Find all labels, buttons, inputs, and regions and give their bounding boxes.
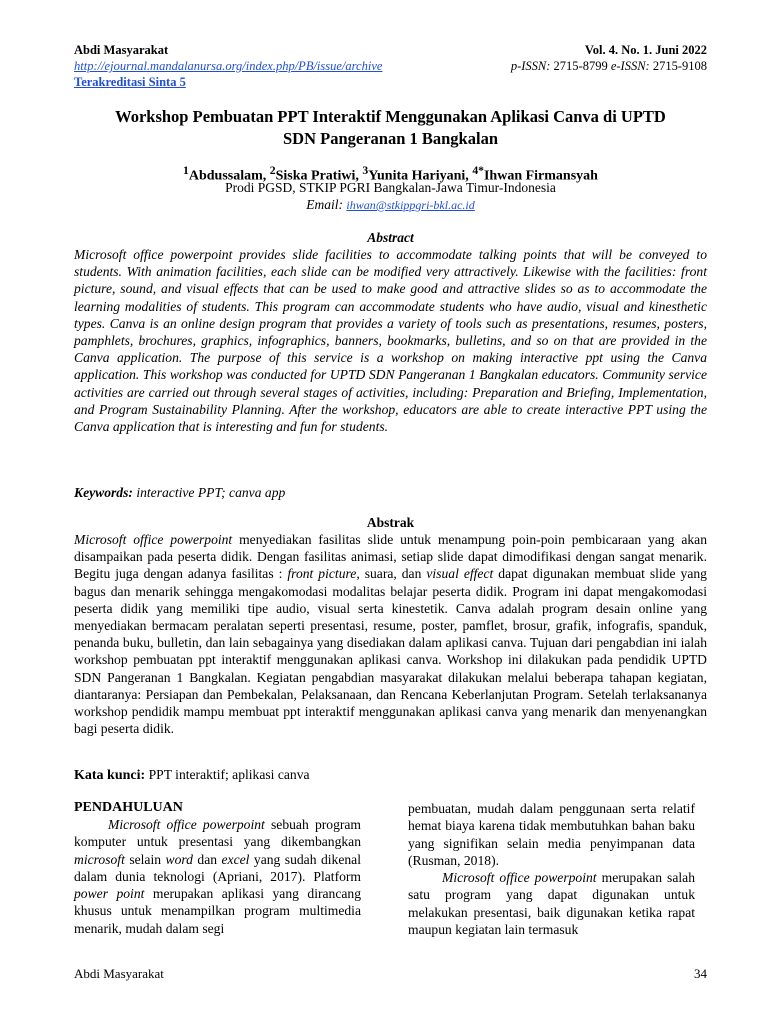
- email-label: Email:: [306, 197, 343, 212]
- volume-info: Vol. 4. No. 1. Juni 2022: [584, 43, 707, 57]
- kata-kunci-text: PPT interaktif; aplikasi canva: [148, 767, 310, 782]
- abstrak-text-1: menyediakan fasilitas slide untuk menampung poin-poin pembicaraan yang akan disampaikan pada peserta didik. Dengan fasilitas animasi, setiap slide dapat dimodifikasi dengan sangat menarik. Begitu juga dengan adanya fasilitas :: [74, 532, 707, 582]
- intro-paragraph-1: [74, 816, 361, 937]
- author-1-index: 1: [183, 164, 189, 177]
- keywords-line: [74, 484, 707, 501]
- author-4-index: 4*: [472, 164, 484, 177]
- eissn-value: 2715-9108: [652, 59, 707, 73]
- issn-info: [511, 58, 707, 74]
- title-line-1: Workshop Pembuatan PPT Interaktif Menggunakan Aplikasi Canva di UPTD: [115, 107, 666, 126]
- keywords-text: interactive PPT; canva app: [136, 485, 286, 500]
- pissn-value: 2715-8799: [553, 59, 608, 73]
- accreditation-link[interactable]: Terakreditasi Sinta 5: [74, 75, 186, 89]
- intro-italic-2: microsoft: [74, 851, 125, 867]
- intro-italic-3: word: [165, 851, 193, 867]
- intro-text-2: selain: [124, 851, 166, 867]
- journal-name: Abdi Masyarakat: [74, 43, 169, 57]
- abstrak-heading: Abstrak: [366, 515, 415, 530]
- intro-text-5: merupakan aplikasi yang dirancang khusus untuk menampilkan program multimedia menarik, mudah dalam segi: [74, 886, 361, 936]
- author-3-index: 3: [362, 164, 369, 177]
- intro-right-column: [408, 800, 695, 938]
- intro-left-column: [74, 799, 361, 937]
- author-2: Siska Pratiwi,: [275, 168, 363, 184]
- paper-title: [74, 106, 707, 150]
- abstract-body: Microsoft office powerpoint provides slide facilities to accommodate talking points that will be conveyed to students. With animation facilities, each slide can be modified very attractively. Likewise with the facilities: front picture, sound, and visual effects that can be used to make good and attractive slides so as to accommodate the learning modalities of students. This program can accommodate students who have audio, visual and kinesthetic types. Canva is an online design program that provides a variety of tools such as presentations, resumes, posters, pamphlets, brochures, graphics, infographics, banners, bookmarks, bulletins, and so on that are provided in the Canva application. The purpose of this service is a workshop on making interactive ppt using the Canva application. This workshop was conducted for UPTD SDN Pangeranan 1 Bangkalan educators. Community service activities are carried out through several stages of activities, including: Preparation and Briefing, Implementation, and Program Sustainability Planning. After the workshop, educators are able to create interactive PPT using the Canva application that is interesting and fun for students.: [74, 247, 707, 435]
- abstrak-text-2: , suara, dan: [356, 566, 427, 582]
- intro-heading: PENDAHULUAN: [74, 800, 183, 815]
- abstract-heading: Abstract: [367, 230, 414, 245]
- abstrak-italic-3: visual effect: [426, 566, 494, 582]
- page-number: 34: [694, 966, 707, 981]
- abstrak-italic-2: front picture: [287, 566, 357, 582]
- page-footer: [74, 966, 707, 982]
- abstrak-text-3: dapat digunakan membuat slide yang bagus dan menarik sehingga mengakomodasi modalitas belajar peserta didik. Program ini dapat mengakomodasi peserta didik yang memiliki tipe audio, visual serta kinestetik. Canva adalah program desain online yang menyediakan bermacam peralatan seperti presentasi, resume, poster, pamflet, brosur, grafik, infografis, spanduk, penanda buku, bulletin, dan lain sebagainya yang disediakan dalam aplikasi canva. Tujuan dari pengabdian ini ialah workshop pembuatan ppt interaktif menggunakan aplikasi canva. Workshop ini dilakukan pada pendidik UPTD SDN Pangeranan 1 Bangkalan. Kegiatan pengabdian masyarakat dilakukan melalui beberapa tahapan kegiatan, diantaranya: Persiapan dan Pembekalan, Pelaksanaan, dan Rencana Keberlanjutan Program. Setelah terlaksananya workshop pendidik mampu membuat ppt interaktif menggunakan aplikasi canva yang menarik dan menyenangkan bagi peserta didik.: [74, 566, 707, 737]
- abstrak-italic-1: Microsoft office powerpoint: [74, 532, 233, 547]
- intro-italic-1: Microsoft office powerpoint: [108, 817, 265, 832]
- email-line: [74, 196, 707, 214]
- author-1: Abdussalam,: [188, 168, 270, 184]
- affiliation: Prodi PGSD, STKIP PGRI Bangkalan-Jawa Timur-Indonesia: [225, 180, 556, 195]
- intro-italic-5: power point: [74, 886, 145, 902]
- author-2-index: 2: [269, 164, 276, 177]
- intro-text-1: sebuah program komputer untuk presentasi yang dikembangkan: [74, 817, 361, 850]
- kata-kunci-label: Kata kunci:: [74, 768, 146, 783]
- intro-paragraph-1-cont: pembuatan, mudah dalam penggunaan serta relatif hemat biaya karena tidak membutuhkan bahan baku yang signifikan selain media penyimpanan data (Rusman, 2018).: [408, 801, 695, 868]
- email-link[interactable]: ihwan@stkippgri-bkl.ac.id: [346, 198, 475, 212]
- title-line-2: SDN Pangeranan 1 Bangkalan: [282, 129, 498, 148]
- pissn-label: p-ISSN:: [510, 59, 551, 73]
- intro-right-italic: Microsoft office powerpoint: [442, 870, 597, 886]
- keywords-label: Keywords:: [74, 485, 133, 500]
- author-3: Yunita Hariyani,: [368, 168, 473, 184]
- footer-journal: Abdi Masyarakat: [74, 966, 164, 981]
- eissn-label: e-ISSN:: [610, 59, 650, 73]
- kata-kunci-line: [74, 766, 707, 784]
- intro-text-3: dan: [192, 851, 222, 867]
- intro-text-4: yang sudah dikenal dalam dunia teknologi (Apriani, 2017). Platform: [74, 851, 361, 884]
- intro-italic-4: excel: [221, 851, 250, 867]
- author-4: Ihwan Firmansyah: [483, 168, 598, 184]
- abstrak-body: [74, 531, 707, 737]
- intro-right-text: merupakan salah satu program yang dapat digunakan untuk melakukan presentasi, baik digunakan ketika rapat maupun kegiatan lain termasuk: [408, 870, 695, 938]
- intro-paragraph-2: [408, 869, 695, 938]
- journal-archive-link[interactable]: http://ejournal.mandalanursa.org/index.php/PB/issue/archive: [74, 59, 383, 73]
